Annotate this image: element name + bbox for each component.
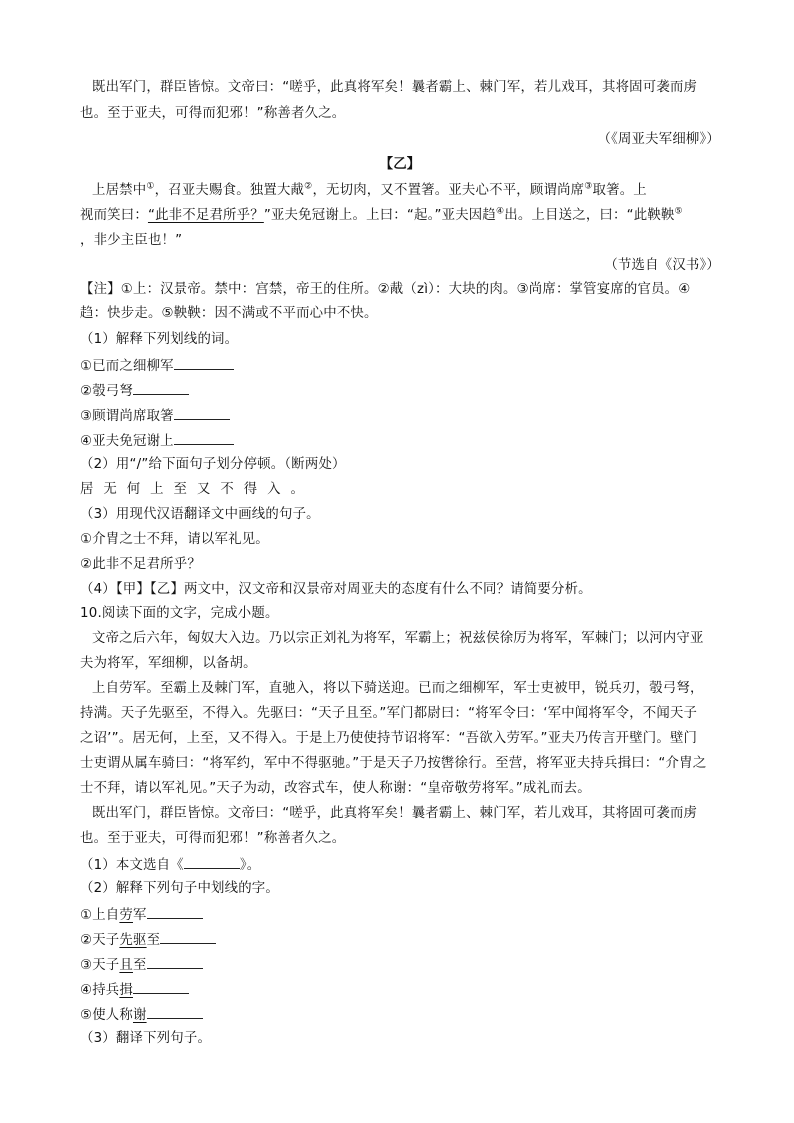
underlined-char: 且: [119, 958, 133, 973]
answer-blank[interactable]: [133, 380, 189, 395]
footnote-mark: ③: [584, 181, 593, 192]
question-text: （3）翻译下列句子。: [80, 1031, 212, 1046]
answer-blank[interactable]: [147, 1004, 203, 1019]
question-item: [80, 405, 720, 427]
question-item: ①介胄之士不拜，请以军礼见。: [80, 532, 269, 547]
footnote-mark: ④: [496, 206, 505, 217]
passage-line: 文帝之后六年，匈奴大入边。乃以宗正刘礼为将军，军霸上；祝兹侯徐厉为将军，军棘门；以河内守亚: [92, 631, 704, 646]
question-title: 10.阅读下面的文字，完成小题。: [80, 606, 279, 621]
passage-line: 之诏’”。居无何，上至，又不得入。于是上乃使使持节诏将军：“吾欲入劳军。”亚夫乃传言开壁门。壁门: [80, 731, 698, 746]
text-span: ，无切肉，又不置箸。亚夫心不平，顾谓尚席: [312, 183, 585, 198]
footnote-mark: ①: [146, 181, 155, 192]
passage-line: 夫为将军，军细柳，以备胡。: [80, 656, 257, 671]
item-text: 至: [132, 958, 147, 973]
footnote-mark: ⑤: [674, 206, 683, 217]
underlined-char: 劳: [119, 908, 133, 923]
question-item: [80, 355, 720, 377]
text-span: ”亚夫免冠谢上。上曰：“起。”亚夫因趋: [263, 208, 496, 223]
underlined-sentence: “此非不足君所乎？: [147, 208, 264, 223]
question-item: [80, 380, 720, 402]
passage-yi-line: [80, 206, 720, 226]
item-text: ②彀弓弩: [80, 384, 133, 399]
item-text: ①上自: [80, 908, 120, 923]
item-text: ①已而之细柳军: [80, 359, 174, 374]
passage-line: 上自劳军。至霸上及棘门军，直驰入，将以下骑送迎。已而之细柳军，军士吏被甲，锐兵刃，彀弓弩，: [92, 681, 704, 696]
question-item: ②此非不足君所乎？: [80, 557, 201, 572]
passage-yi-source: （节选自《汉书》）: [604, 258, 720, 273]
text-span: 》。: [239, 858, 261, 873]
item-text: 至: [146, 933, 161, 948]
item-text: ④持兵: [80, 983, 120, 998]
item-text: ②天子: [80, 933, 120, 948]
passage-line: 既出军门，群臣皆惊。文帝曰：“嗟乎，此真将军矣！曩者霸上、棘门军，若儿戏耳，其将固可袭而虏: [92, 806, 698, 821]
item-text: 军: [132, 908, 147, 923]
passage-jia-source: （《周亚夫军细柳》）: [597, 132, 720, 147]
text-span: 出。上目送之，曰：“此鞅鞅: [504, 208, 675, 223]
underlined-char: 揖: [119, 983, 133, 998]
passage-yi-line: [92, 181, 720, 201]
text-span: 视而笑曰：: [80, 208, 148, 223]
question-item: [80, 929, 720, 951]
passage-yi-heading: 【乙】: [379, 157, 421, 172]
question-item: [80, 1004, 720, 1026]
notes-line: 【注】①上：汉景帝。禁中：宫禁，帝王的住所。②胾（zì）：大块的肉。③尚席：掌管宴席的官员。④: [80, 282, 691, 297]
notes-line: 趋：快步走。⑤鞅鞅：因不满或不平而心中不快。: [80, 306, 378, 321]
answer-blank[interactable]: [133, 979, 189, 994]
passage-line: 士不拜，请以军礼见。”天子为动，改容式车，使人称谢：“皇帝敬劳将军。”成礼而去。: [80, 781, 591, 796]
passage-jia-line: 既出军门，群臣皆惊。文帝曰：“嗟乎，此真将军矣！曩者霸上、棘门军，若儿戏耳，其将固可袭而虏: [92, 80, 698, 95]
passage-yi-line: ，非少主臣也！”: [80, 233, 183, 248]
answer-blank[interactable]: [184, 854, 240, 869]
question-item: [80, 979, 720, 1001]
question-text: （2）用“/”给下面句子划分停顿。（断两处）: [80, 457, 346, 472]
item-text: ⑤使人称: [80, 1008, 133, 1023]
text-span: 上居禁中: [92, 183, 147, 198]
segmentation-sentence: 居无何上至又不得入。: [80, 482, 314, 497]
item-text: ④亚夫免冠谢上: [80, 434, 174, 449]
answer-blank[interactable]: [174, 430, 234, 445]
answer-blank[interactable]: [147, 954, 203, 969]
passage-line: 也。至于亚夫，可得而犯邪！”称善者久之。: [80, 831, 346, 846]
passage-line: 持满。天子先驱至，不得入。先驱曰：“天子且至。”军门都尉曰：“将军令曰：‘军中闻将军令，不闻天子: [80, 706, 698, 721]
question-item: [80, 954, 720, 976]
text-span: （1）本文选自《: [80, 858, 184, 873]
answer-blank[interactable]: [174, 405, 230, 420]
item-text: ③顾谓尚席取箸: [80, 409, 174, 424]
text-span: ，召亚夫赐食。独置大胾: [154, 183, 305, 198]
answer-blank[interactable]: [160, 929, 216, 944]
passage-jia-line: 也。至于亚夫，可得而犯邪！”称善者久之。: [80, 106, 346, 121]
answer-blank[interactable]: [174, 355, 234, 370]
question-text: （1）解释下列划线的词。: [80, 332, 239, 347]
question-text: （4）【甲】【乙】两文中，汉文帝和汉景帝对周亚夫的态度有什么不同？请简要分析。: [80, 582, 592, 597]
question-item: [80, 430, 720, 452]
underlined-char: 先驱: [119, 933, 147, 948]
footnote-mark: ②: [304, 181, 313, 192]
question-text: （2）解释下列句子中划线的字。: [80, 881, 279, 896]
item-text: ③天子: [80, 958, 120, 973]
question-item: [80, 904, 720, 926]
passage-line: 士吏谓从属车骑曰：“将军约，军中不得驱驰。”于是天子乃按辔徐行。至营，将军亚夫持兵揖曰：“介胄之: [80, 756, 707, 771]
answer-blank[interactable]: [147, 904, 203, 919]
text-span: 取箸。上: [592, 183, 647, 198]
question-text: [80, 854, 720, 876]
question-text: （3）用现代汉语翻译文中画线的句子。: [80, 507, 320, 522]
underlined-char: 谢: [132, 1008, 147, 1023]
